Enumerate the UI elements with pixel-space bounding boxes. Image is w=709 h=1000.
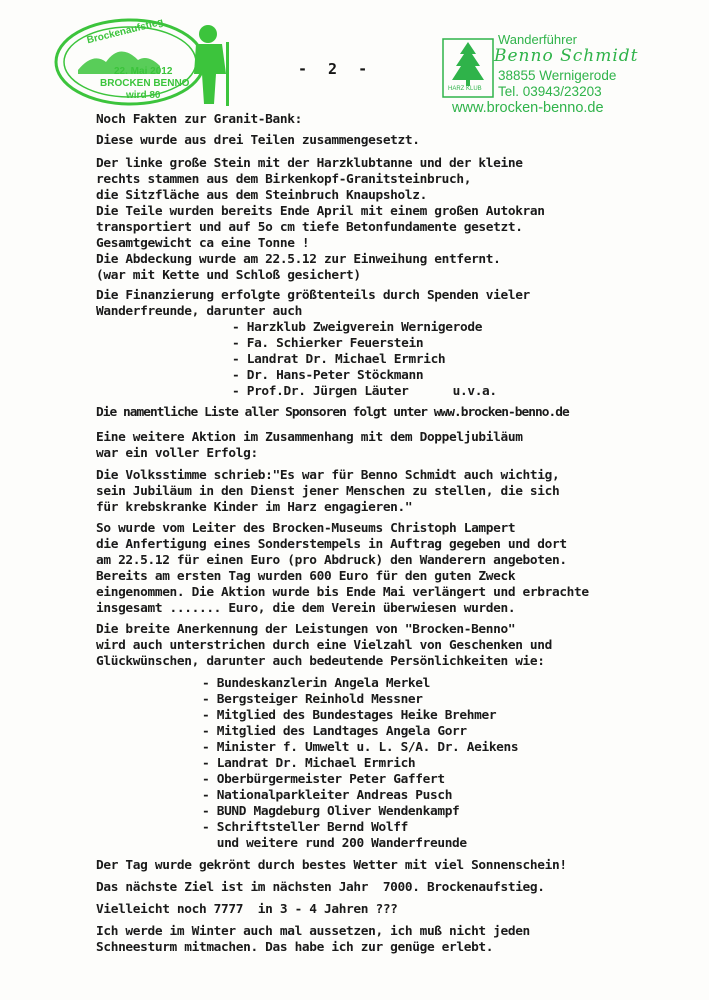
text-line: Schneesturm mitmachen. Das habe ich zur genüge erlebt. (96, 940, 494, 955)
stamp-title: Wanderführer (498, 32, 577, 47)
text-line: Wanderfreunde, darunter auch (96, 304, 302, 319)
text-line: Glückwünschen, darunter auch bedeutende Persönlichkeiten wie: (96, 654, 545, 669)
list-item: - Mitglied des Bundestages Heike Brehmer (202, 708, 497, 723)
text-line: transportiert und auf 5o cm tiefe Betonfundamente gesetzt. (96, 220, 523, 235)
text-line: Eine weitere Aktion im Zusammenhang mit dem Doppeljubiläum (96, 430, 523, 445)
stamp-city: 38855 Wernigerode (498, 68, 617, 83)
text-line: Diese wurde aus drei Teilen zusammengesetzt. (96, 133, 420, 148)
list-item: - Schriftsteller Bernd Wolff (202, 820, 408, 835)
stamp-name: Benno Schmidt (494, 46, 639, 66)
text-line: Der linke große Stein mit der Harzklubtanne und der kleine (96, 156, 523, 171)
text-line: die Anfertigung eines Sonderstempels in Auftrag gegeben und dort (96, 537, 567, 552)
text-line: Das nächste Ziel ist im nächsten Jahr 7000. Brockenaufstieg. (96, 880, 545, 895)
text-line: Noch Fakten zur Granit-Bank: (96, 112, 302, 127)
text-line: (war mit Kette und Schloß gesichert) (96, 268, 361, 283)
list-item: - Bundeskanzlerin Angela Merkel (202, 676, 430, 691)
text-line: sein Jubiläum in den Dienst jener Menschen zu stellen, die sich (96, 484, 560, 499)
text-line: für krebskranke Kinder im Harz engagieren." (96, 500, 413, 515)
text-line: Die Teile wurden bereits Ende April mit einem großen Autokran (96, 204, 545, 219)
list-item: - Mitglied des Landtages Angela Gorr (202, 724, 467, 739)
text-line: war ein voller Erfolg: (96, 446, 258, 461)
list-item: - BUND Magdeburg Oliver Wendenkampf (202, 804, 460, 819)
list-item: - Prof.Dr. Jürgen Läuter u.v.a. (232, 384, 497, 399)
text-line: Die Volksstimme schrieb:"Es war für Benno Schmidt auch wichtig, (96, 468, 560, 483)
text-line: So wurde vom Leiter des Brocken-Museums Christoph Lampert (96, 521, 516, 536)
list-item: - Landrat Dr. Michael Ermrich (202, 756, 416, 771)
text-line: wird auch unterstrichen durch eine Vielzahl von Geschenken und (96, 638, 552, 653)
text-line: die Sitzfläche aus dem Steinbruch Knaupsholz. (96, 188, 427, 203)
list-item: - Nationalparkleiter Andreas Pusch (202, 788, 453, 803)
text-line: eingenommen. Die Aktion wurde bis Ende Mai verlängert und erbrachte (96, 585, 589, 600)
text-line: insgesamt ....... Euro, die dem Verein überwiesen wurden. (96, 601, 516, 616)
text-line: Die Finanzierung erfolgte größtenteils durch Spenden vieler (96, 288, 530, 303)
commemorative-stamp (48, 12, 248, 112)
text-line: Ich werde im Winter auch mal aussetzen, ich muß nicht jeden (96, 924, 530, 939)
stamp-telephone: Tel. 03943/23203 (498, 84, 602, 99)
list-item: und weitere rund 200 Wanderfreunde (202, 836, 467, 851)
list-item: - Fa. Schierker Feuerstein (232, 336, 424, 351)
text-line: Die Abdeckung wurde am 22.5.12 zur Einweihung entfernt. (96, 252, 501, 267)
text-line: Vielleicht noch 7777 in 3 - 4 Jahren ??? (96, 902, 398, 917)
stamp-line-1: Brockenaufstieg (85, 16, 165, 47)
list-item: - Bergsteiger Reinhold Messner (202, 692, 423, 707)
list-item: - Dr. Hans-Peter Stöckmann (232, 368, 424, 383)
text-line: Gesamtgewicht ca eine Tonne ! (96, 236, 310, 251)
text-line: am 22.5.12 für einen Euro (pro Abdruck) den Wanderern angeboten. (96, 553, 567, 568)
stamp-line-2: 22. Mai 2012 (114, 66, 173, 77)
stamp-website: www.brocken-benno.de (452, 100, 604, 116)
stamp-line-3: BROCKEN BENNO (100, 78, 190, 89)
harzklub-logo (442, 38, 494, 98)
address-stamp (438, 30, 648, 122)
list-item: - Landrat Dr. Michael Ermrich (232, 352, 446, 367)
text-line: Der Tag wurde gekrönt durch bestes Wetter mit viel Sonnenschein! (96, 858, 567, 873)
text-line: Die namentliche Liste aller Sponsoren folgt unter www.brocken-benno.de (96, 405, 569, 420)
text-line: Bereits am ersten Tag wurden 600 Euro für den guten Zweck (96, 569, 516, 584)
list-item: - Harzklub Zweigverein Wernigerode (232, 320, 483, 335)
text-line: Die breite Anerkennung der Leistungen von "Brocken-Benno" (96, 622, 516, 637)
text-line: rechts stammen aus dem Birkenkopf-Granitsteinbruch, (96, 172, 472, 187)
page-number: - 2 - (298, 60, 374, 78)
logo-text: HARZ KLUB (448, 86, 482, 92)
list-item: - Oberbürgermeister Peter Gaffert (202, 772, 445, 787)
list-item: - Minister f. Umwelt u. L. S/A. Dr. Aeikens (202, 740, 519, 755)
stamp-line-4: wird 80 (126, 90, 161, 101)
